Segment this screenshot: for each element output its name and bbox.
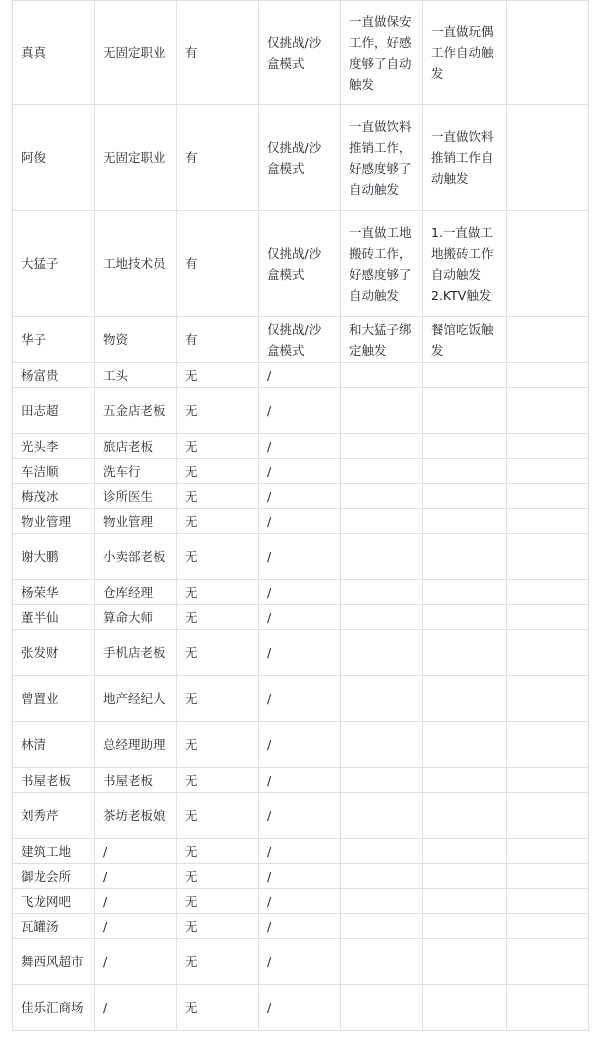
cell-trigger-b (423, 768, 507, 793)
cell-occupation: 工头 (95, 363, 177, 388)
cell-romance: 无 (177, 388, 259, 434)
cell-name: 刘秀芹 (13, 793, 95, 839)
cell-trigger-b (423, 388, 507, 434)
cell-extra (507, 1, 589, 105)
cell-extra (507, 605, 589, 630)
cell-romance: 无 (177, 580, 259, 605)
cell-extra (507, 317, 589, 363)
cell-trigger-b (423, 839, 507, 864)
cell-romance: 无 (177, 630, 259, 676)
cell-occupation: 手机店老板 (95, 630, 177, 676)
cell-occupation: 总经理助理 (95, 722, 177, 768)
cell-name: 物业管理 (13, 509, 95, 534)
table-row (13, 317, 589, 363)
cell-trigger-b: 餐馆吃饭触发 (423, 317, 507, 363)
table-row (13, 864, 589, 889)
cell-trigger-a (341, 630, 423, 676)
cell-extra (507, 985, 589, 1031)
table-row (13, 676, 589, 722)
table-row (13, 509, 589, 534)
cell-extra (507, 722, 589, 768)
cell-romance: 无 (177, 768, 259, 793)
cell-extra (507, 864, 589, 889)
cell-trigger-b (423, 484, 507, 509)
cell-occupation: / (95, 914, 177, 939)
table-row (13, 534, 589, 580)
cell-name: 杨荣华 (13, 580, 95, 605)
cell-mode: 仅挑战/沙盒模式 (259, 1, 341, 105)
cell-romance: 有 (177, 1, 259, 105)
cell-trigger-a (341, 605, 423, 630)
cell-trigger-a (341, 914, 423, 939)
cell-occupation: 物业管理 (95, 509, 177, 534)
cell-occupation: / (95, 839, 177, 864)
cell-occupation: 工地技术员 (95, 211, 177, 317)
cell-extra (507, 914, 589, 939)
cell-extra (507, 939, 589, 985)
cell-name: 董半仙 (13, 605, 95, 630)
cell-extra (507, 793, 589, 839)
cell-mode: / (259, 839, 341, 864)
cell-trigger-a: 一直做保安工作，好感度够了自动触发 (341, 1, 423, 105)
cell-extra (507, 889, 589, 914)
cell-trigger-a (341, 722, 423, 768)
cell-mode: 仅挑战/沙盒模式 (259, 105, 341, 211)
cell-romance: 无 (177, 889, 259, 914)
table-row (13, 363, 589, 388)
cell-extra (507, 768, 589, 793)
cell-romance: 无 (177, 864, 259, 889)
cell-mode: 仅挑战/沙盒模式 (259, 317, 341, 363)
cell-name: 佳乐汇商场 (13, 985, 95, 1031)
cell-name: 真真 (13, 1, 95, 105)
cell-extra (507, 676, 589, 722)
cell-name: 杨富贵 (13, 363, 95, 388)
cell-trigger-b (423, 889, 507, 914)
cell-mode: / (259, 459, 341, 484)
cell-occupation: 无固定职业 (95, 1, 177, 105)
cell-romance: 有 (177, 105, 259, 211)
table-row (13, 459, 589, 484)
cell-trigger-a (341, 939, 423, 985)
character-table (12, 0, 589, 1031)
cell-extra (507, 509, 589, 534)
cell-romance: 无 (177, 914, 259, 939)
cell-trigger-b (423, 676, 507, 722)
cell-romance: 有 (177, 317, 259, 363)
cell-name: 梅茂冰 (13, 484, 95, 509)
cell-trigger-a (341, 484, 423, 509)
cell-occupation: 仓库经理 (95, 580, 177, 605)
cell-mode: / (259, 939, 341, 985)
cell-extra (507, 211, 589, 317)
cell-trigger-a (341, 889, 423, 914)
table-row (13, 580, 589, 605)
cell-romance: 无 (177, 605, 259, 630)
cell-trigger-b (423, 434, 507, 459)
cell-extra (507, 105, 589, 211)
cell-trigger-a (341, 864, 423, 889)
cell-trigger-a (341, 509, 423, 534)
cell-occupation: 五金店老板 (95, 388, 177, 434)
cell-romance: 有 (177, 211, 259, 317)
cell-extra (507, 580, 589, 605)
cell-occupation: 无固定职业 (95, 105, 177, 211)
cell-trigger-b (423, 630, 507, 676)
cell-trigger-a (341, 459, 423, 484)
cell-name: 阿俊 (13, 105, 95, 211)
cell-occupation: / (95, 889, 177, 914)
cell-trigger-b (423, 914, 507, 939)
cell-extra (507, 459, 589, 484)
cell-trigger-b (423, 793, 507, 839)
cell-occupation: 洗车行 (95, 459, 177, 484)
table-row (13, 939, 589, 985)
cell-extra (507, 630, 589, 676)
cell-romance: 无 (177, 363, 259, 388)
cell-trigger-a (341, 534, 423, 580)
cell-mode: / (259, 534, 341, 580)
cell-name: 大猛子 (13, 211, 95, 317)
cell-occupation: 物资 (95, 317, 177, 363)
cell-mode: / (259, 509, 341, 534)
table-row (13, 388, 589, 434)
cell-extra (507, 434, 589, 459)
cell-name: 建筑工地 (13, 839, 95, 864)
cell-romance: 无 (177, 434, 259, 459)
cell-occupation: / (95, 985, 177, 1031)
table-row (13, 211, 589, 317)
cell-mode: / (259, 676, 341, 722)
table-row (13, 105, 589, 211)
table-row (13, 839, 589, 864)
cell-mode: 仅挑战/沙盒模式 (259, 211, 341, 317)
cell-trigger-a (341, 434, 423, 459)
cell-name: 张发财 (13, 630, 95, 676)
cell-extra (507, 363, 589, 388)
cell-mode: / (259, 363, 341, 388)
cell-name: 飞龙网吧 (13, 889, 95, 914)
cell-trigger-b (423, 509, 507, 534)
cell-occupation: 茶坊老板娘 (95, 793, 177, 839)
cell-mode: / (259, 864, 341, 889)
cell-trigger-a (341, 580, 423, 605)
cell-name: 书屋老板 (13, 768, 95, 793)
cell-trigger-a (341, 676, 423, 722)
cell-trigger-a (341, 768, 423, 793)
table-row (13, 985, 589, 1031)
table-body (13, 1, 589, 1031)
cell-name: 舞西风超市 (13, 939, 95, 985)
cell-romance: 无 (177, 459, 259, 484)
cell-mode: / (259, 985, 341, 1031)
cell-trigger-b (423, 722, 507, 768)
table-row (13, 1, 589, 105)
cell-trigger-a (341, 985, 423, 1031)
cell-trigger-b (423, 985, 507, 1031)
cell-trigger-a: 一直做工地搬砖工作，好感度够了自动触发 (341, 211, 423, 317)
cell-mode: / (259, 484, 341, 509)
cell-trigger-b: 一直做饮料推销工作自动触发 (423, 105, 507, 211)
cell-extra (507, 534, 589, 580)
table-row (13, 793, 589, 839)
table-row (13, 768, 589, 793)
cell-romance: 无 (177, 793, 259, 839)
cell-trigger-b (423, 580, 507, 605)
cell-mode: / (259, 434, 341, 459)
cell-mode: / (259, 388, 341, 434)
table-row (13, 722, 589, 768)
cell-name: 瓦罐汤 (13, 914, 95, 939)
table-row (13, 630, 589, 676)
cell-trigger-b (423, 605, 507, 630)
table-row (13, 914, 589, 939)
cell-mode: / (259, 793, 341, 839)
cell-occupation: / (95, 939, 177, 985)
cell-occupation: 小卖部老板 (95, 534, 177, 580)
cell-name: 华子 (13, 317, 95, 363)
cell-extra (507, 484, 589, 509)
cell-occupation: 诊所医生 (95, 484, 177, 509)
cell-trigger-b (423, 864, 507, 889)
cell-mode: / (259, 768, 341, 793)
cell-name: 田志超 (13, 388, 95, 434)
cell-romance: 无 (177, 484, 259, 509)
cell-trigger-a (341, 839, 423, 864)
cell-trigger-b: 一直做玩偶工作自动触发 (423, 1, 507, 105)
cell-trigger-a (341, 363, 423, 388)
cell-romance: 无 (177, 722, 259, 768)
cell-occupation: 地产经纪人 (95, 676, 177, 722)
cell-romance: 无 (177, 939, 259, 985)
cell-name: 御龙会所 (13, 864, 95, 889)
cell-name: 林清 (13, 722, 95, 768)
cell-occupation: / (95, 864, 177, 889)
cell-romance: 无 (177, 985, 259, 1031)
cell-trigger-b: 1.一直做工地搬砖工作自动触发 2.KTV触发 (423, 211, 507, 317)
table-row (13, 434, 589, 459)
cell-occupation: 书屋老板 (95, 768, 177, 793)
cell-trigger-a: 和大猛子绑定触发 (341, 317, 423, 363)
cell-romance: 无 (177, 509, 259, 534)
cell-occupation: 算命大师 (95, 605, 177, 630)
cell-name: 光头李 (13, 434, 95, 459)
cell-name: 曾置业 (13, 676, 95, 722)
cell-mode: / (259, 605, 341, 630)
cell-mode: / (259, 722, 341, 768)
cell-romance: 无 (177, 676, 259, 722)
cell-trigger-b (423, 459, 507, 484)
cell-extra (507, 388, 589, 434)
cell-occupation: 旅店老板 (95, 434, 177, 459)
cell-name: 车洁顺 (13, 459, 95, 484)
table-row (13, 605, 589, 630)
table-row (13, 889, 589, 914)
cell-trigger-b (423, 363, 507, 388)
cell-trigger-a (341, 388, 423, 434)
cell-mode: / (259, 914, 341, 939)
cell-romance: 无 (177, 839, 259, 864)
table-row (13, 484, 589, 509)
cell-romance: 无 (177, 534, 259, 580)
cell-mode: / (259, 580, 341, 605)
cell-extra (507, 839, 589, 864)
cell-trigger-b (423, 939, 507, 985)
cell-name: 谢大鹏 (13, 534, 95, 580)
cell-mode: / (259, 630, 341, 676)
cell-mode: / (259, 889, 341, 914)
cell-trigger-b (423, 534, 507, 580)
cell-trigger-a (341, 793, 423, 839)
cell-trigger-a: 一直做饮料推销工作，好感度够了自动触发 (341, 105, 423, 211)
